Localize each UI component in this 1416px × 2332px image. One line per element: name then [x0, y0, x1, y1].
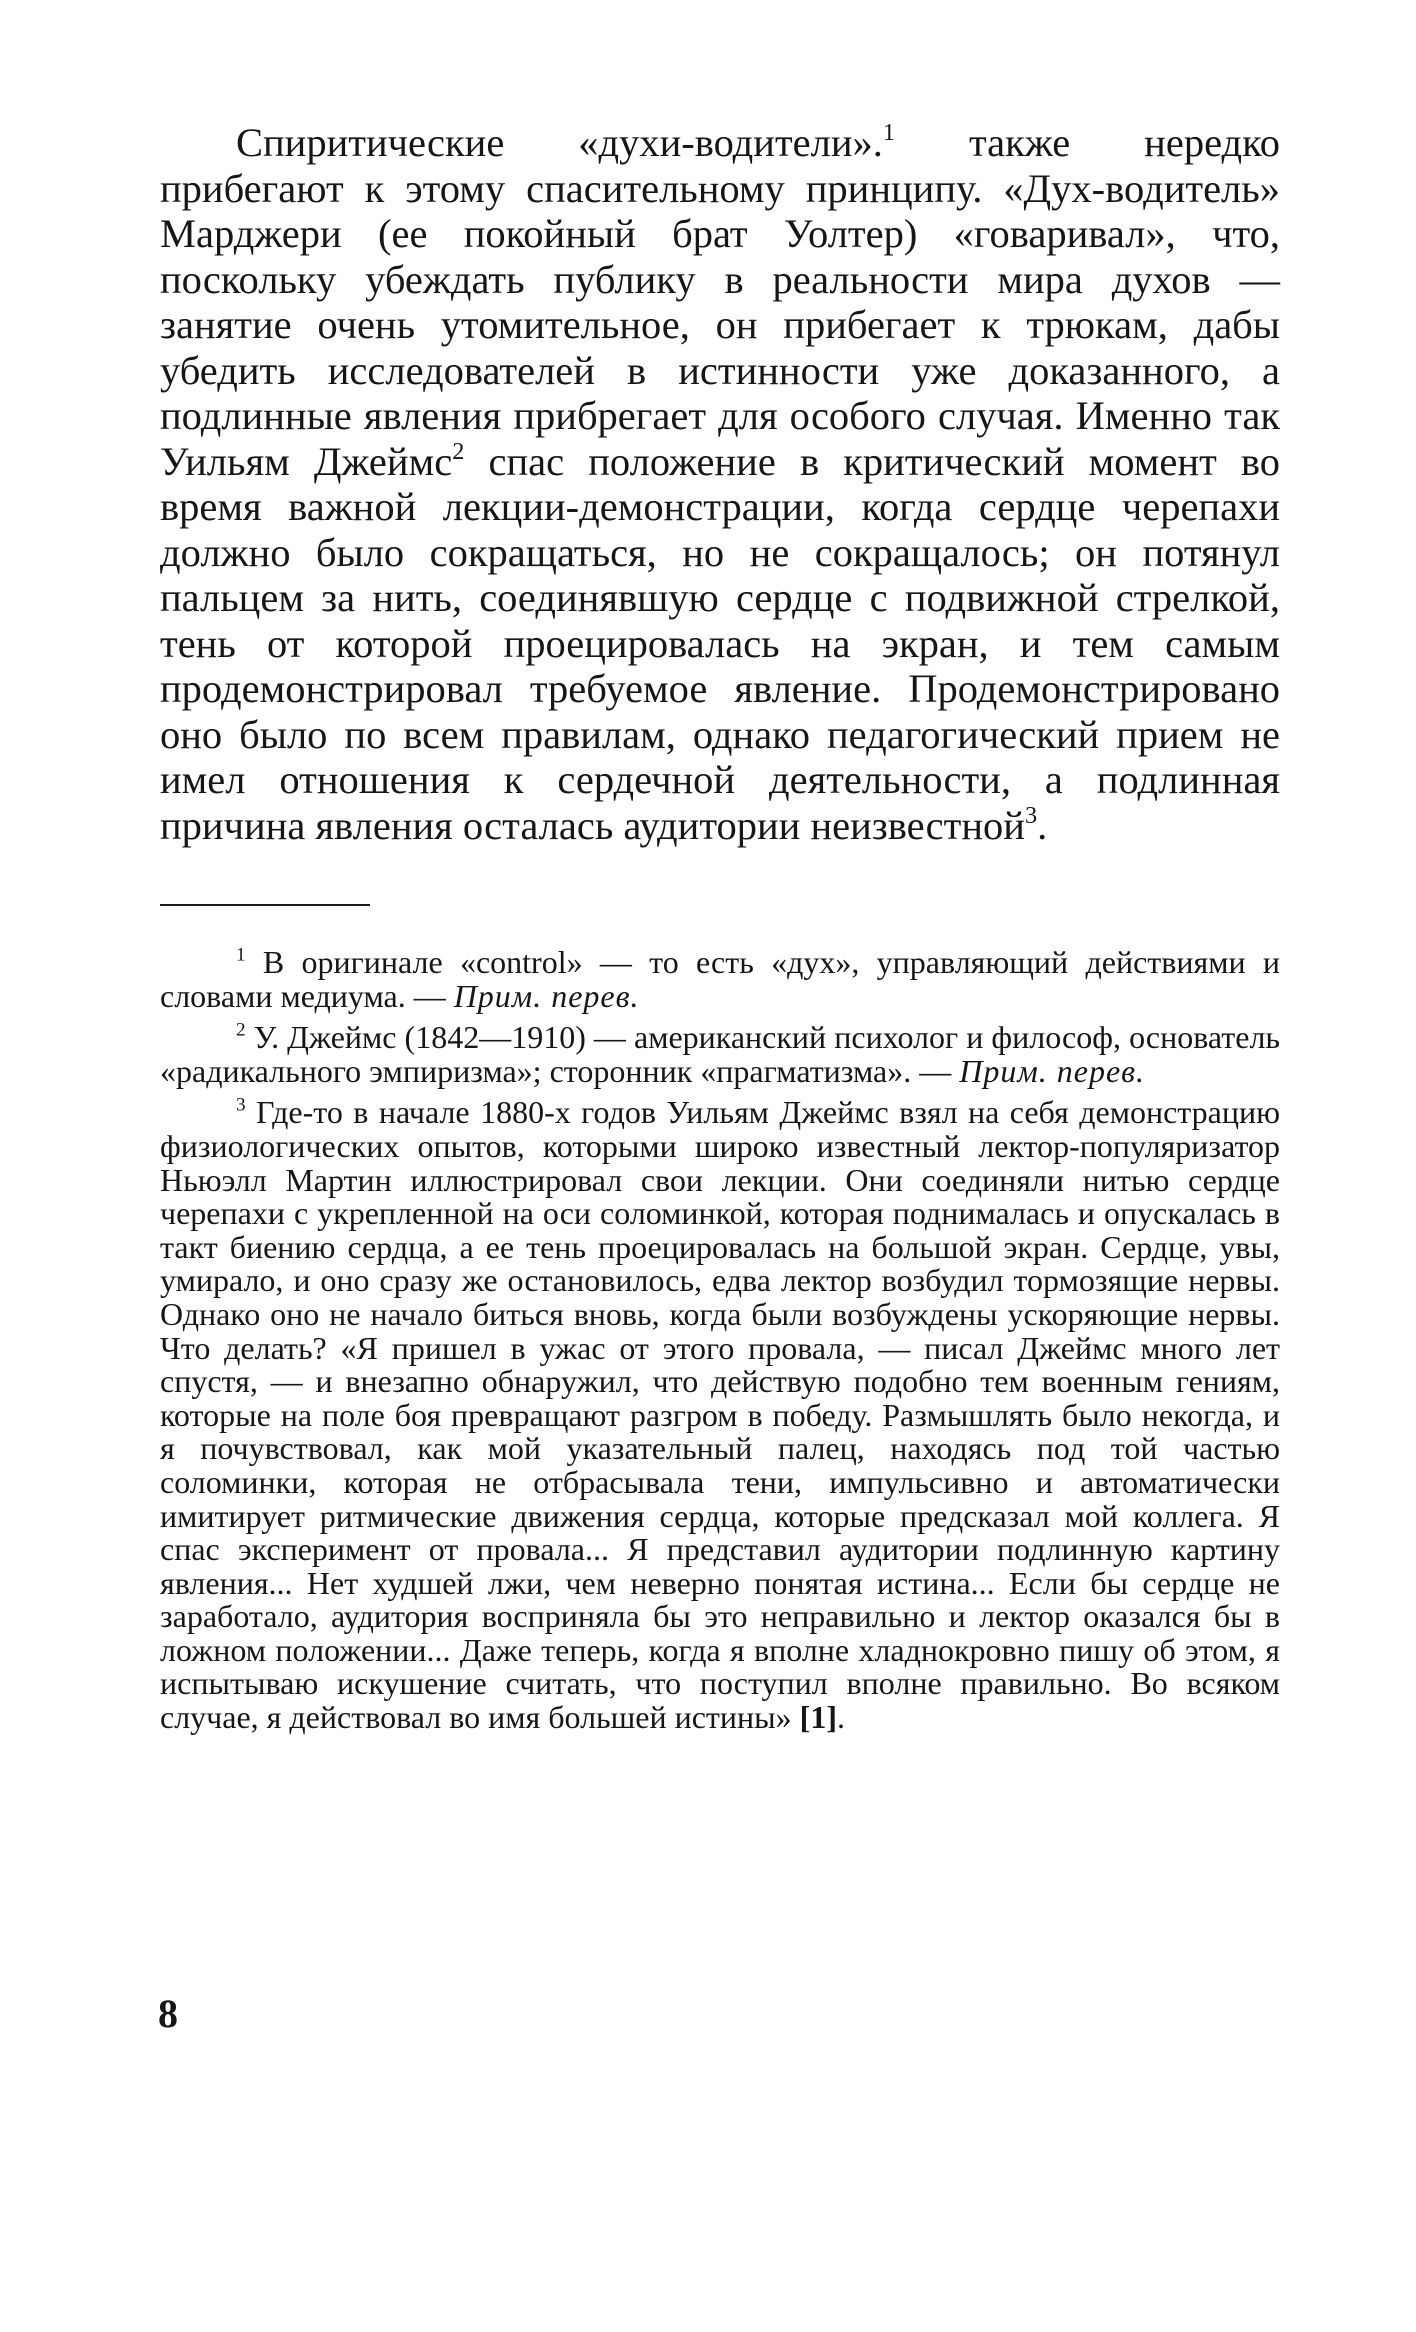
main-text-segment: . [1037, 802, 1048, 848]
footnote-text: В оригинале «control» — то есть «дух», управляющий действиями и словами медиума. — [160, 944, 1280, 1014]
main-text-segment: Спиритические «духи-водители». [236, 120, 883, 165]
footnote-divider [160, 904, 370, 906]
footnote-marker-3: 3 [1024, 801, 1038, 829]
main-text-segment: также нередко прибегают к этому спасительному принципу. «Дух-водитель» Марджери (ее покойный брат Уолтер) «говаривал», что, поскольку убеждать публику в реальности мира духов — занятие очень утомительное, он прибегает к трюкам, дабы убедить исследователей в истинности уже доказанного, а подлинные явления прибрегает для особого случая. Именно так Уильям Джеймс [160, 120, 1280, 484]
footnote-marker-1: 1 [882, 119, 896, 147]
footnote-number: 3 [236, 1094, 246, 1116]
footnote-marker-2: 2 [452, 437, 465, 465]
footnote-text: Где-то в начале 1880-х годов Уильям Джеймс взял на себя демонстрацию физиологических опытов, которыми широко известный лектор-популяризатор Ньюэлл Мартин иллюстрировал свои лекции. Они соединяли нитью сердце черепахи с укрепленной на оси соломинкой, которая поднималась и опускалась в такт биению сердца, а ее тень проецировалась на большой экран. Сердце, увы, умирало, и оно сразу же остановилось, едва лектор возбудил тормозящие нервы. Однако оно не начало биться вновь, когда были возбуждены ускоряющие нервы. Что делать? «Я пришел в ужас от этого провала, — писал Джеймс много лет спустя, — и внезапно обнаружил, что действую подобно тем военным гениям, которые на поле боя превращают разгром в победу. Размышлять было некогда, и я почувствовал, как мой указательный палец, находясь под той частью соломинки, которая не отбрасывала тени, импульсивно и автоматически имитирует ритмические движения сердца, которые предсказал мой коллега. Я спас эксперимент от провала... Я представил аудитории подлинную картину явления... Нет худшей лжи, чем неверно понятая истина... Если бы сердце не заработало, аудитория восприняла бы это неправильно и лектор оказался бы в ложном положении... Даже теперь, когда я вполне хладнокровно пишу об этом, я испытываю искушение считать, что поступил вполне правильно. Во всяком случае, я действовал во имя большей истины» [160, 1094, 1280, 1736]
footnotes-section [160, 946, 1280, 1735]
footnote-number: 1 [236, 944, 246, 966]
footnote-3 [160, 1096, 1280, 1734]
main-paragraph [160, 120, 1280, 848]
main-text-segment: спас положение в критический момент во время важной лекции-демонстрации, когда сердце черепахи должно было сокращаться, но не сокращалось; он потянул пальцем за нить, соединявшую сердце с подвижной стрелкой, тень от которой проецировалась на экран, и тем самым продемонстрировал требуемое явление. Продемонстрировано оно было по всем правилам, однако педагогический прием не имел отношения к сердечной деятельности, а подлинная причина явления осталась аудитории неизвестной [160, 438, 1280, 848]
translator-note: Прим. перев. [453, 977, 640, 1014]
footnote-1 [160, 946, 1280, 1013]
book-page [160, 120, 1280, 1743]
footnote-number: 2 [236, 1019, 246, 1041]
translator-note: Прим. перев. [959, 1052, 1146, 1089]
bibliography-reference: [1] [799, 1699, 837, 1736]
footnote-text: У. Джеймс (1842—1910) — американский психолог и философ, основатель «радикального эмпиризма»; сторонник «прагматизма». — [160, 1019, 1280, 1089]
footnote-text-end: . [836, 1699, 845, 1736]
page-number: 8 [158, 1991, 178, 2036]
footnote-2 [160, 1021, 1280, 1088]
